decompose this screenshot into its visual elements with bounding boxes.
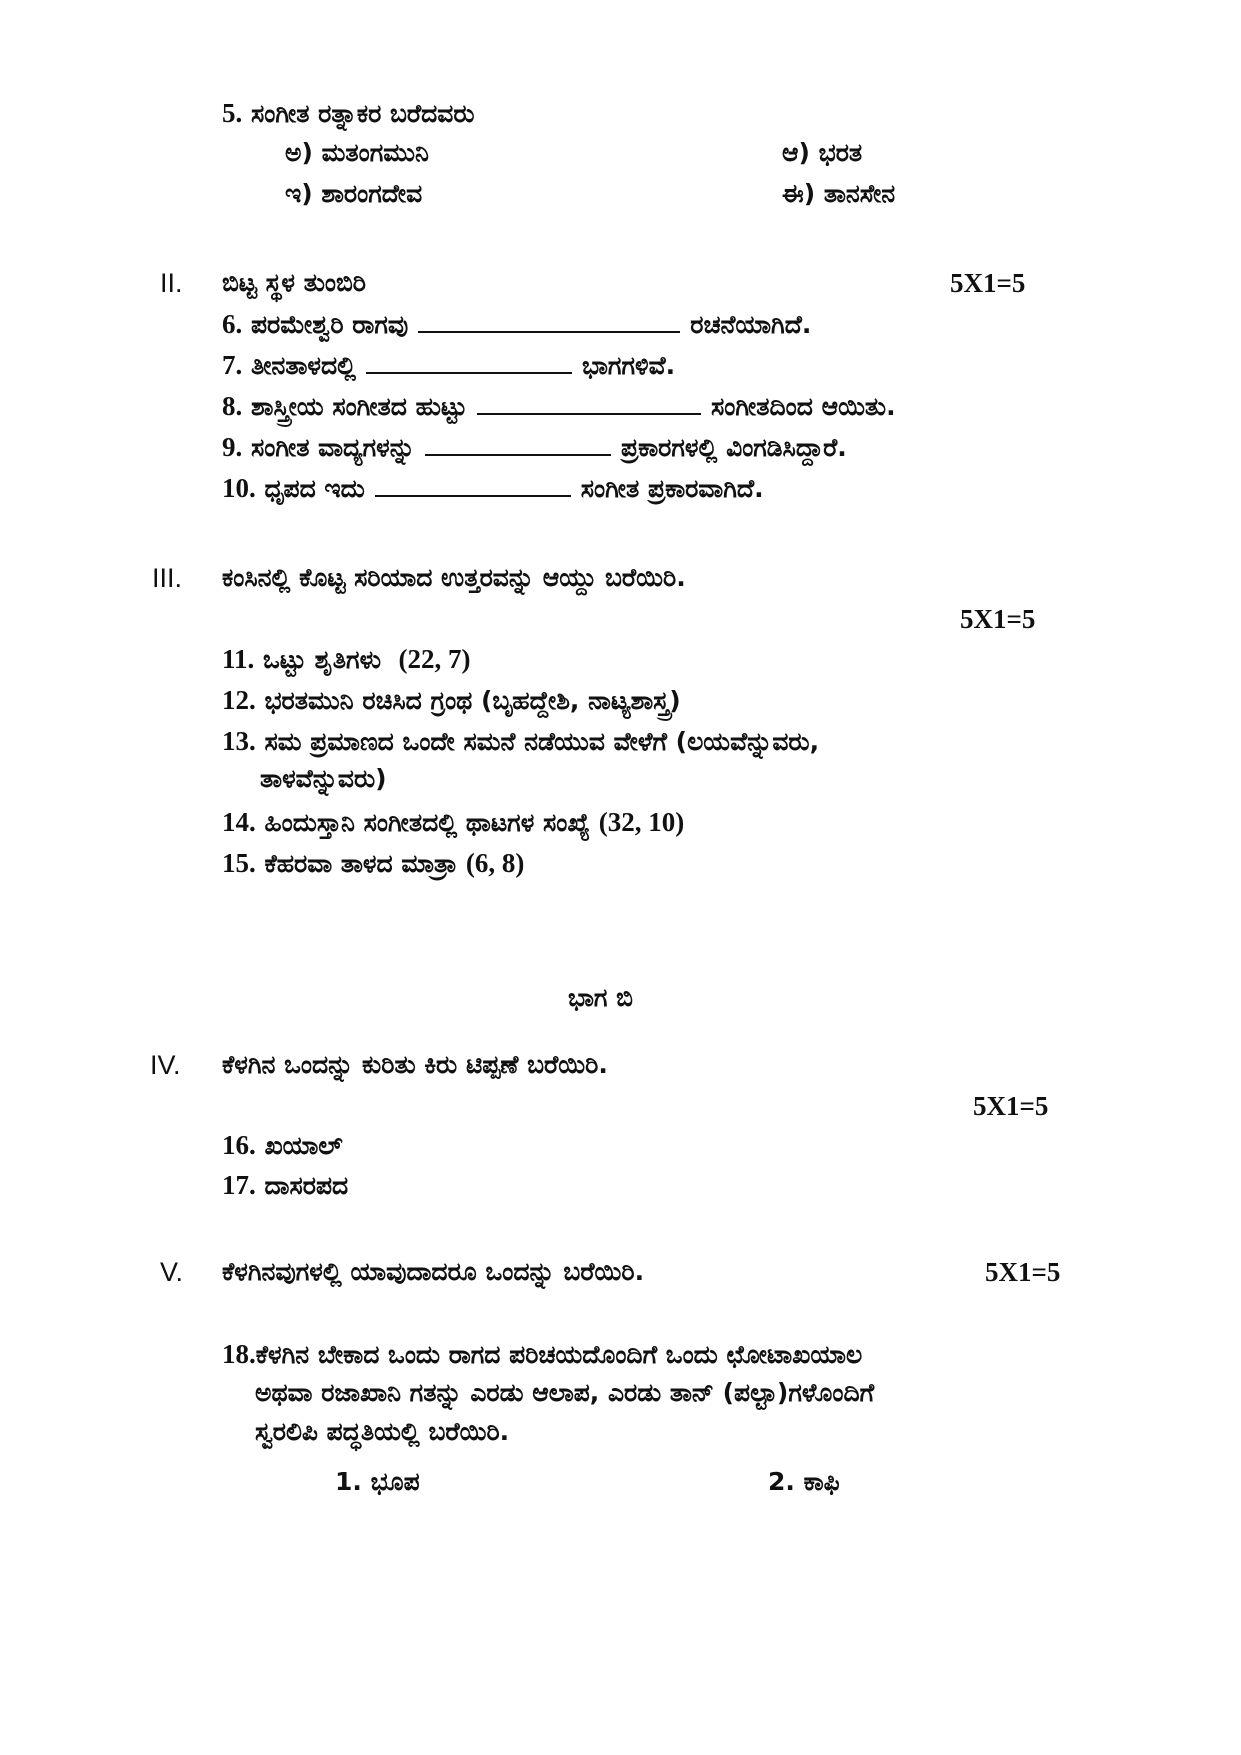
q7-number: 7. — [222, 350, 243, 380]
q5-option-b: ಆ) ಭರತ — [782, 138, 863, 167]
q8-line — [222, 389, 896, 424]
q13-text: ಸಮ ಪ್ರಮಾಣದ ಒಂದೇ ಸಮನೆ ನಡೆಯುವ ವೇಳೆಗೆ (ಲಯವೆನ್ನುವರು, — [264, 727, 820, 756]
q18-text-line2: ಅಥವಾ ರಜಾಖಾನಿ ಗತನ್ನು ಎರಡು ಆಲಾಪ, ಎರಡು ತಾನ್ (ಪಲ್ಟಾ)ಗಳೊಂದಿಗೆ — [255, 1378, 875, 1407]
q16-number: 16. — [222, 1130, 256, 1160]
q5-option-c: ಇ) ಶಾರಂಗದೇವ — [285, 179, 423, 208]
q11-choices: (22, 7) — [398, 644, 471, 674]
q18-text-line3: ಸ್ವರಲಿಪಿ ಪದ್ಧತಿಯಲ್ಲಿ ಬರೆಯಿರಿ. — [255, 1417, 510, 1446]
section5-title: ಕೆಳಗಿನವುಗಳಲ್ಲಿ ಯಾವುದಾದರೂ ಒಂದನ್ನು ಬರೆಯಿರಿ. — [222, 1257, 645, 1286]
q7-blank — [366, 350, 572, 374]
part-b-heading: ಭಾಗ ಬಿ — [568, 983, 633, 1012]
q6-number: 6. — [222, 309, 243, 339]
q5-line — [222, 96, 475, 131]
q17-line — [222, 1168, 348, 1203]
q10-text-after: ಸಂಗೀತ ಪ್ರಕಾರವಾಗಿದೆ. — [580, 474, 764, 503]
q15-text: ಕೆಹರವಾ ತಾಳದ ಮಾತ್ರಾ — [264, 849, 458, 878]
q8-number: 8. — [222, 391, 243, 421]
q17-text: ದಾಸರಪದ — [264, 1171, 349, 1200]
q9-line — [222, 430, 847, 465]
q5-option-d: ಈ) ತಾನಸೇನ — [782, 179, 896, 208]
q18-option-2: 2. ಕಾಫಿ — [768, 1467, 840, 1496]
q15-number: 15. — [222, 848, 256, 878]
q13-line — [222, 724, 819, 759]
section2-title: ಬಿಟ್ಟ ಸ್ಥಳ ತುಂಬಿರಿ — [222, 268, 366, 297]
section2-marks: 5X1=5 — [950, 268, 1026, 298]
q8-text-after: ಸಂಗೀತದಿಂದ ಆಯಿತು. — [711, 392, 896, 421]
q15-line — [222, 846, 524, 881]
q14-line — [222, 805, 684, 840]
q7-line — [222, 348, 675, 383]
q5-option-a: ಅ) ಮತಂಗಮುನಿ — [285, 138, 429, 167]
q8-blank — [477, 391, 701, 415]
section5-marks: 5X1=5 — [985, 1257, 1061, 1287]
q13-number: 13. — [222, 726, 256, 756]
q17-number: 17. — [222, 1170, 256, 1200]
section3-title: ಕಂಸಿನಲ್ಲಿ ಕೊಟ್ಟ ಸರಿಯಾದ ಉತ್ತರವನ್ನು ಆಯ್ದು ಬರೆಯಿರಿ. — [222, 563, 686, 592]
q10-text-before: ಧೃಪದ ಇದು — [264, 474, 365, 503]
q18-option-1: 1. ಭೂಪ — [335, 1467, 420, 1496]
q12-number: 12. — [222, 685, 256, 715]
q14-choices: (32, 10) — [598, 807, 685, 837]
q12-text: ಭರತಮುನಿ ರಚಿಸಿದ ಗ್ರಂಥ (ಬೃಹದ್ದೇಶಿ, ನಾಟ್ಯಶಾಸ್ತ್ರ) — [264, 686, 681, 715]
section3-marks: 5X1=5 — [960, 604, 1036, 634]
q5-question: ಸಂಗೀತ ರತ್ನಾಕರ ಬರೆದವರು — [250, 99, 475, 128]
q18-text-line1: ಕೆಳಗಿನ ಬೇಕಾದ ಒಂದು ರಾಗದ ಪರಿಚಯದೊಂದಿಗೆ ಒಂದು ಛೋಟಾಖಯಾಲ — [255, 1340, 863, 1369]
q6-line — [222, 307, 811, 342]
q15-choices: (6, 8) — [465, 848, 525, 878]
section3-roman: III. — [152, 563, 183, 593]
q16-line — [222, 1128, 343, 1163]
q9-text-before: ಸಂಗೀತ ವಾದ್ಯಗಳನ್ನು — [250, 433, 415, 462]
q9-blank — [425, 432, 611, 456]
section4-title: ಕೆಳಗಿನ ಒಂದನ್ನು ಕುರಿತು ಕಿರು ಟಿಪ್ಪಣೆ ಬರೆಯಿರಿ. — [222, 1050, 608, 1079]
section5-roman: V. — [160, 1257, 184, 1287]
q9-number: 9. — [222, 432, 243, 462]
q5-number: 5. — [222, 98, 243, 128]
q11-text: ಒಟ್ಟು ಶೃತಿಗಳು — [262, 645, 382, 674]
q12-line — [222, 683, 681, 718]
q9-text-after: ಪ್ರಕಾರಗಳಲ್ಲಿ ವಿಂಗಡಿಸಿದ್ದಾರೆ. — [620, 433, 847, 462]
section4-roman: IV. — [150, 1050, 181, 1080]
q6-text-before: ಪರಮೇಶ್ವರಿ ರಾಗವು — [250, 310, 409, 339]
q7-text-after: ಭಾಗಗಳಿವೆ. — [582, 351, 676, 380]
q14-text: ಹಿಂದುಸ್ತಾನಿ ಸಂಗೀತದಲ್ಲಿ ಥಾಟಗಳ ಸಂಖ್ಯೆ — [264, 808, 590, 837]
q8-text-before: ಶಾಸ್ತ್ರೀಯ ಸಂಗೀತದ ಹುಟ್ಟು — [250, 392, 468, 421]
q11-number: 11. — [222, 644, 255, 674]
section4-marks: 5X1=5 — [973, 1091, 1049, 1121]
q18-number: 18. — [222, 1339, 256, 1369]
q16-text: ಖಯಾಲ್ — [264, 1131, 343, 1160]
q13-text-continued: ತಾಳವೆನ್ನುವರು) — [260, 764, 387, 793]
q18-line1 — [222, 1337, 862, 1372]
q11-line — [222, 642, 471, 677]
q14-number: 14. — [222, 807, 256, 837]
q7-text-before: ತೀನತಾಳದಲ್ಲಿ — [250, 351, 357, 380]
q10-blank — [375, 473, 571, 497]
q10-line — [222, 471, 764, 506]
section2-roman: II. — [160, 268, 183, 298]
q6-blank — [418, 309, 680, 333]
q6-text-after: ರಚನೆಯಾಗಿದೆ. — [690, 310, 812, 339]
q10-number: 10. — [222, 473, 256, 503]
